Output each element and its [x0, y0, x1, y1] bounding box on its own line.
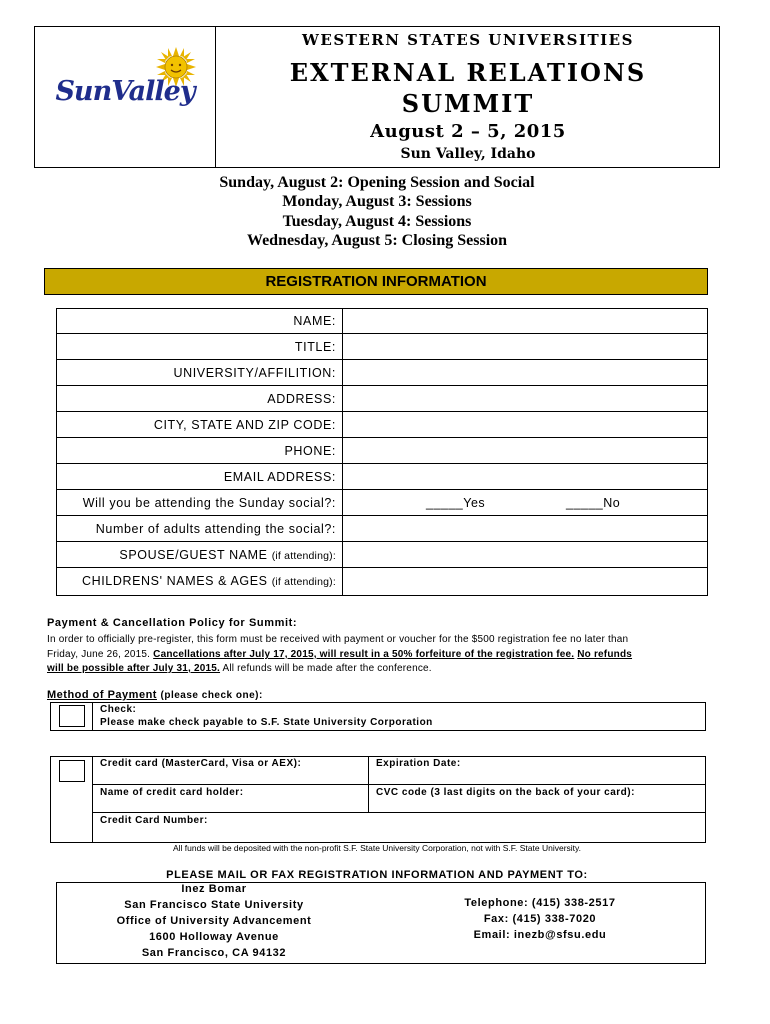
- form-row-title[interactable]: [56, 334, 708, 360]
- event-location: Sun Valley, Idaho: [400, 146, 536, 162]
- policy-heading: Payment & Cancellation Policy for Summit:: [47, 617, 298, 629]
- policy-line-2: Friday, June 26, 2015. Cancellations after July 17, 2015, will result in a 50% forfeiture of the registration fee. No refunds: [47, 649, 633, 660]
- registration-heading: REGISTRATION INFORMATION: [44, 268, 708, 295]
- check-checkbox[interactable]: [59, 705, 85, 727]
- sunday-social-label: Will you be attending the Sunday social?:: [82, 496, 336, 510]
- no-option[interactable]: _____No: [566, 496, 621, 510]
- mail-address-line: Office of University Advancement: [116, 915, 312, 927]
- expiration-date-field[interactable]: Expiration Date:: [376, 758, 461, 769]
- children-label: CHILDRENS' NAMES & AGES (if attending):: [81, 574, 336, 588]
- mail-address-line: Inez Bomar: [181, 883, 247, 895]
- form-row-children[interactable]: [56, 568, 708, 596]
- form-row-adults-count[interactable]: [56, 516, 708, 542]
- credit-card-field[interactable]: Credit card (MasterCard, Visa or AEX):: [100, 758, 302, 769]
- check-instruction: Please make check payable to S.F. State University Corporation: [100, 717, 433, 728]
- form-row-name[interactable]: [56, 308, 708, 334]
- credit-card-box: [50, 756, 706, 843]
- spouse-label: SPOUSE/GUEST NAME (if attending):: [119, 548, 336, 562]
- name-label: NAME:: [293, 314, 336, 328]
- email-label: EMAIL ADDRESS:: [223, 470, 336, 484]
- schedule-item: Wednesday, August 5: Closing Session: [246, 232, 508, 249]
- credit-card-checkbox[interactable]: [59, 760, 85, 782]
- mail-heading: PLEASE MAIL OR FAX REGISTRATION INFORMATION AND PAYMENT TO:: [166, 869, 588, 881]
- header-line-2: EXTERNAL RELATIONS: [289, 58, 647, 87]
- cvc-field[interactable]: CVC code (3 last digits on the back of your card):: [376, 787, 635, 798]
- fax: Fax: (415) 338-7020: [483, 913, 597, 925]
- form-row-city-state-zip[interactable]: [56, 412, 708, 438]
- payment-heading: Method of Payment (please check one):: [47, 689, 263, 701]
- yes-option[interactable]: _____Yes: [426, 496, 486, 510]
- schedule-item: Tuesday, August 4: Sessions: [282, 213, 472, 230]
- header-line-1: WESTERN STATES UNIVERSITIES: [302, 31, 634, 49]
- policy-line-1: In order to officially pre-register, this form must be received with payment or voucher for the $500 registration fee no later than: [47, 634, 629, 645]
- check-divider: [92, 702, 93, 731]
- form-row-sunday-social: [56, 490, 708, 516]
- form-row-phone[interactable]: [56, 438, 708, 464]
- city-state-zip-label: CITY, STATE AND ZIP CODE:: [153, 418, 336, 432]
- mail-address-line: San Francisco State University: [124, 899, 304, 911]
- address-label: ADDRESS:: [267, 392, 336, 406]
- header-line-3: SUMMIT: [401, 89, 535, 118]
- schedule-item: Monday, August 3: Sessions: [282, 193, 472, 210]
- cc-row-line-1: [92, 784, 706, 785]
- schedule-item: Sunday, August 2: Opening Session and Social: [219, 174, 535, 191]
- cc-row-line-2: [92, 812, 706, 813]
- title-label: TITLE:: [294, 340, 336, 354]
- card-holder-field[interactable]: Name of credit card holder:: [100, 787, 244, 798]
- mail-address-line: San Francisco, CA 94132: [141, 947, 287, 959]
- university-label: UNIVERSITY/AFFILITION:: [173, 366, 336, 380]
- adults-count-label: Number of adults attending the social?:: [95, 522, 336, 536]
- card-number-field[interactable]: Credit Card Number:: [100, 815, 208, 826]
- check-label: Check:: [100, 704, 137, 715]
- telephone: Telephone: (415) 338-2517: [464, 897, 616, 909]
- form-row-spouse[interactable]: [56, 542, 708, 568]
- email-contact: Email: inezb@sfsu.edu: [473, 929, 607, 941]
- form-row-email[interactable]: [56, 464, 708, 490]
- sun-valley-logo: SunValley: [55, 76, 195, 107]
- deposit-note: All funds will be deposited with the non-profit S.F. State University Corporation, not with S.F. State University.: [172, 843, 582, 853]
- form-row-university[interactable]: [56, 360, 708, 386]
- mail-address-line: 1600 Holloway Avenue: [149, 931, 279, 943]
- policy-line-3: will be possible after July 31, 2015. All refunds will be made after the conference.: [47, 663, 432, 674]
- phone-label: PHONE:: [284, 444, 336, 458]
- credit-card-divider: [92, 756, 93, 843]
- form-row-address[interactable]: [56, 386, 708, 412]
- cc-col-line: [368, 756, 369, 812]
- event-dates: August 2 – 5, 2015: [370, 121, 566, 142]
